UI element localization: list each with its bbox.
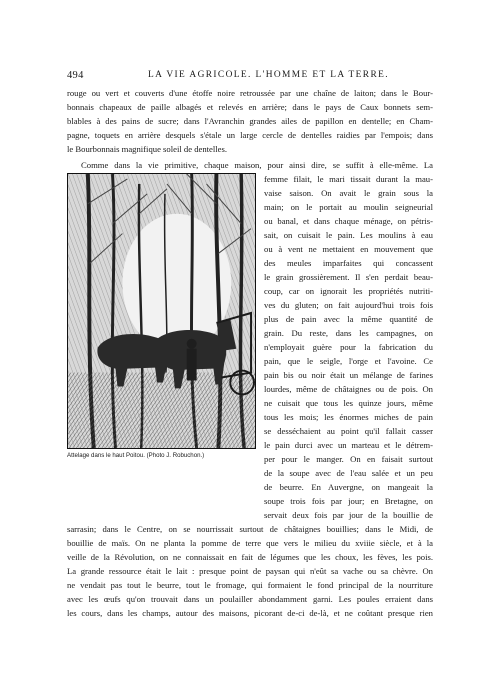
- text-line: ves du gluten; on fait aujourd'hui trois fois: [264, 300, 433, 310]
- text-line: pain, que le seigle, l'orge et l'avoine. Ce: [264, 356, 433, 366]
- text-line: de beurre. En Auvergne, on mangeait la: [264, 482, 433, 492]
- text-line: plus de pain avec la même quantité de: [264, 314, 433, 324]
- paragraph-first-line: Comme dans la vie primitive, chaque maison, pour ainsi dire, se suffit à elle-même. La: [81, 160, 433, 170]
- text-line: main; on le portait au moulin seigneurial: [264, 202, 433, 212]
- text-line: avec les œufs qu'on trouvait dans un poulailler abondamment garni. Les poules erraient dans: [67, 594, 433, 604]
- text-line: veille de la Révolution, on ne connaissait en fait de légumes que les choux, les fèves, les pois.: [67, 552, 433, 562]
- text-line: des meules imparfaites qui concassent: [264, 258, 433, 268]
- text-line: le pain durci avec un marteau et le détrem-: [264, 440, 433, 450]
- figure-photo: [67, 173, 256, 449]
- text-line: ne vendait pas tout le beurre, tout le fromage, qui formaient le fond principal de la nourriture: [67, 580, 433, 590]
- text-line: soupe trois fois par jour; en Bretagne, on: [264, 496, 433, 506]
- text-line: le Bourbonnais magnifique soleil de dentelles.: [67, 144, 228, 154]
- text-line: ou banal, et dans chaque ménage, on pétris-: [264, 216, 433, 226]
- text-line: se desséchaient au point qu'il fallait casser: [264, 426, 433, 436]
- text-line: n'employait guère pour la fabrication du: [264, 342, 433, 352]
- text-line: sarrasin; dans le Centre, on se nourrissait surtout de châtaignes bouillies; dans le Midi, de: [67, 524, 433, 534]
- text-line: bonnais chapeaux de paille albagés et relevés en arrière; dans le pays de Caux bonnets sem-: [67, 102, 433, 112]
- text-line: femme filait, le mari tissait durant la mau-: [264, 174, 433, 184]
- text-line: les cours, dans les champs, autour des maisons, picorant de-ci de-là, et ne coûtant presque rien: [67, 608, 433, 618]
- running-head: LA VIE AGRICOLE. L'HOMME ET LA TERRE.: [148, 70, 389, 80]
- text-line: bouillie de maïs. On ne planta la pomme de terre que vers le milieu du xviiie siècle, et à la: [67, 538, 433, 548]
- text-line: rouge ou vert et couverts d'une étoffe noire retroussée par une chaîne de laiton; dans le Bour-: [67, 88, 433, 98]
- text-line: coup, car on ignorait les propriétés nutriti-: [264, 286, 433, 296]
- text-line: tous les mois; les énormes miches de pain: [264, 412, 433, 422]
- text-line: ne cuisait que tous les quinze jours, même: [264, 398, 433, 408]
- man: [187, 339, 197, 381]
- page-number: 494: [67, 70, 84, 81]
- text-line: sait, on cuisait le pain. Les moulins à eau: [264, 230, 433, 240]
- text-line: pain bis ou noir était un mélange de farines: [264, 370, 433, 380]
- text-line: de la soupe avec de l'eau salée et un peu: [264, 468, 433, 478]
- text-line: le grain grossièrement. Il s'en perdait beau-: [264, 272, 433, 282]
- text-line: blables à des pains de sucre; dans l'Avranchin grandes ailes de papillon en dentelle; en Cham-: [67, 116, 433, 126]
- text-line: lourdes, même de châtaignes ou de pois. On: [264, 384, 433, 394]
- text-line: La grande ressource était le lait : presque point de paysan qui n'eût sa vache ou sa chèvre. On: [67, 566, 433, 576]
- text-line: grain. Du reste, dans les campagnes, on: [264, 328, 433, 338]
- text-line: per pour le manger. On en faisait surtout: [264, 454, 433, 464]
- text-line: vaise saison. On avait le grain sous la: [264, 188, 433, 198]
- text-line: ou à vent ne mettaient en mouvement que: [264, 244, 433, 254]
- ox-team-engraving: [68, 174, 255, 448]
- text-line: pagne, toquets en arrière desquels s'étale un large cercle de dentelles raidies par l'empois; dans: [67, 130, 433, 140]
- text-line: servait deux fois par jour de la bouillie de: [264, 510, 433, 520]
- figure-caption: Attelage dans le haut Poitou. (Photo J. Robuchon.): [67, 452, 205, 459]
